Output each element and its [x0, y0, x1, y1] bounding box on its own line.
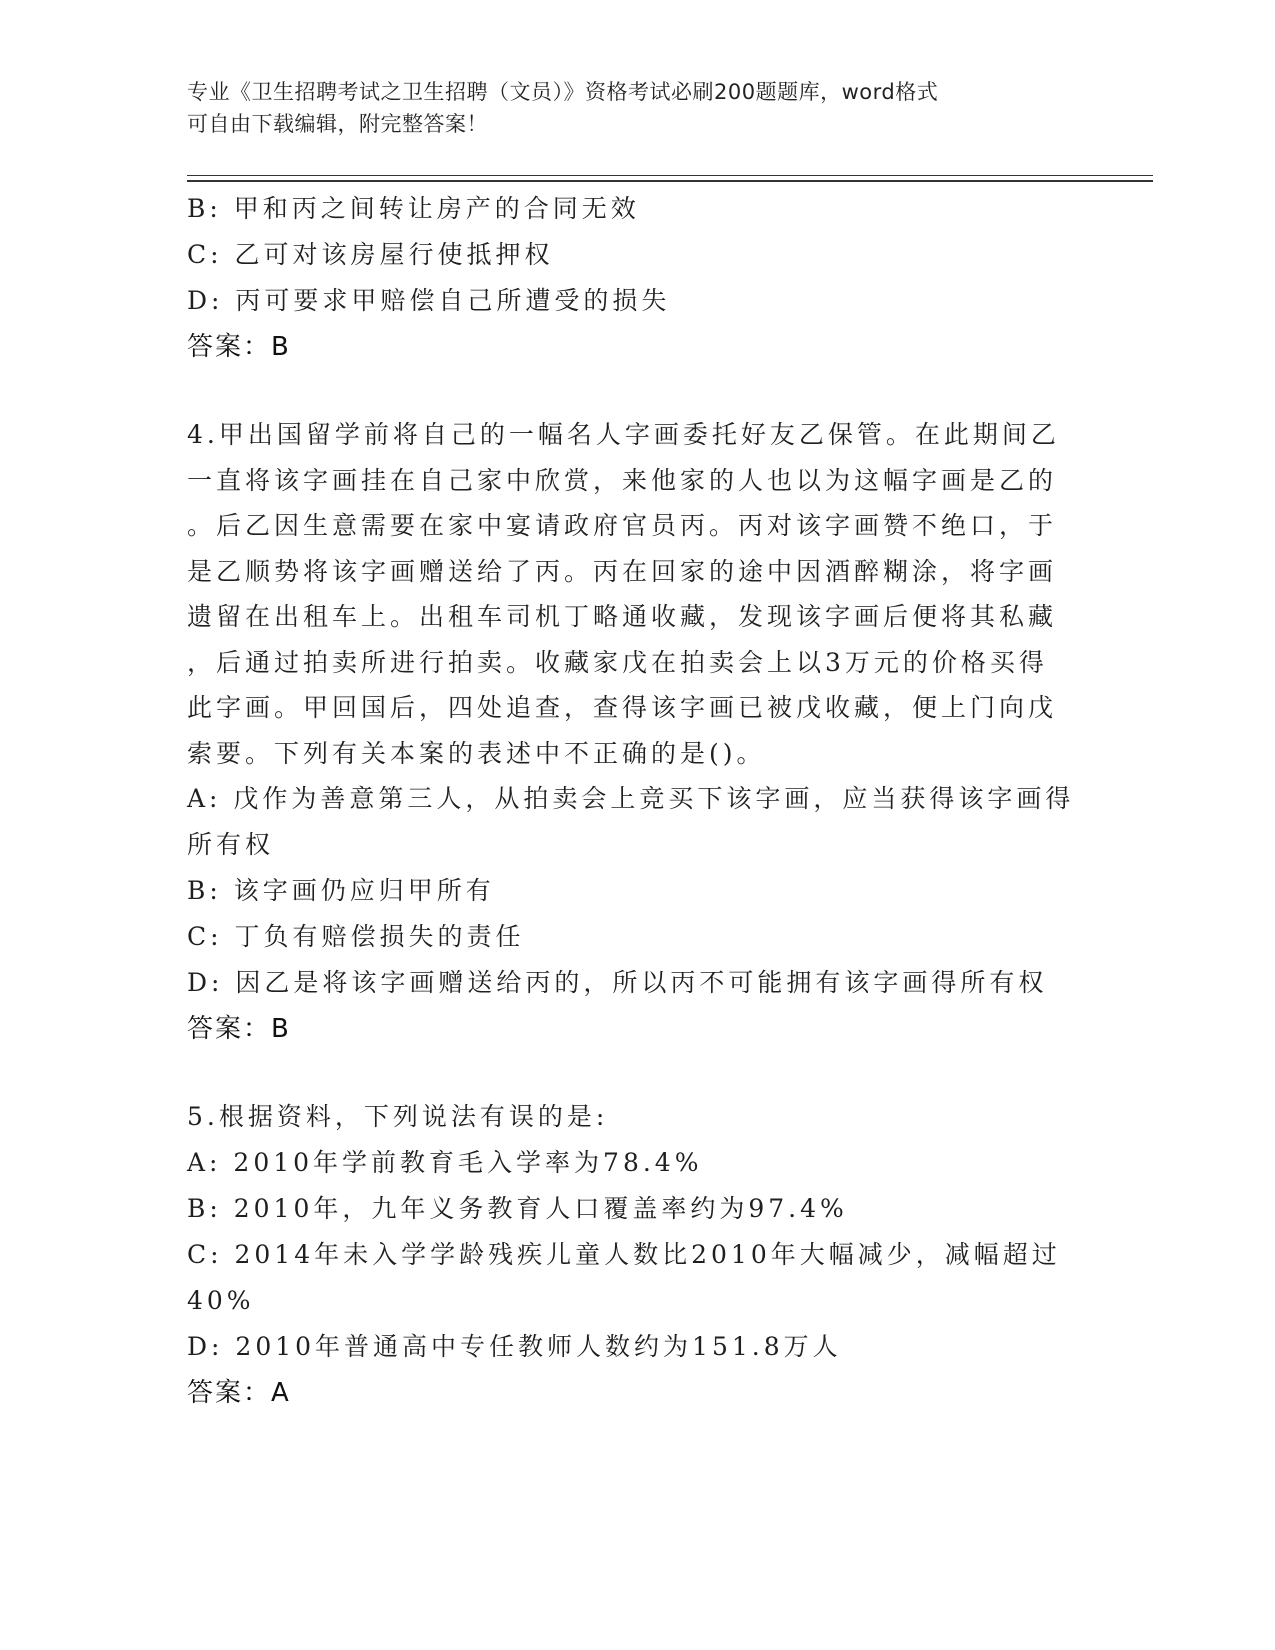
- q4-stem-line: ，后通过拍卖所进行拍卖。收藏家戊在拍卖会上以3万元的价格买得: [187, 647, 1048, 677]
- q4-option-a-line-2: 所有权: [187, 830, 275, 859]
- q4-answer: 答案：B: [187, 1014, 291, 1044]
- header-title-line-1: 专业《卫生招聘考试之卫生招聘（文员）》资格考试必刷200题题库，word格式: [187, 80, 939, 104]
- q5-option-c-line-1: C: 2014年未入学学龄残疾儿童人数比2010年大幅减少，减幅超过: [187, 1240, 1061, 1269]
- q5-option-c-line-2: 40%: [187, 1286, 255, 1315]
- q4-option-b: B: 该字画仍应归甲所有: [187, 876, 495, 905]
- q3-option-b: B: 甲和丙之间转让房产的合同无效: [187, 194, 640, 223]
- q4-stem-line: 遗留在出租车上。出租车司机丁略通收藏，发现该字画后便将其私藏: [187, 602, 1058, 631]
- q4-stem-line: 。后乙因生意需要在家中宴请政府官员丙。丙对该字画赞不绝口，于: [187, 511, 1058, 540]
- q4-option-d: D: 因乙是将该字画赠送给丙的，所以丙不可能拥有该字画得所有权: [187, 968, 1048, 997]
- question-3-continued: [187, 186, 1077, 370]
- q3-option-c: C: 乙可对该房屋行使抵押权: [187, 240, 554, 269]
- document-body: [187, 186, 1077, 1416]
- q4-stem-line: 是乙顺势将该字画赠送给了丙。丙在回家的途中因酒醉糊涂，将字画: [187, 556, 1058, 586]
- q4-stem-line: 一直将该字画挂在自己家中欣赏，来他家的人也以为这幅字画是乙的: [187, 465, 1058, 495]
- q4-option-c: C: 丁负有赔偿损失的责任: [187, 922, 525, 951]
- header-divider-thin: [187, 175, 1153, 176]
- q4-option-a-line-1: A: 戊作为善意第三人，从拍卖会上竞买下该字画，应当获得该字画得: [187, 784, 1075, 813]
- spacer: [187, 1052, 1077, 1094]
- question-4: [187, 412, 1077, 1052]
- q5-option-b: B: 2010年，九年义务教育人口覆盖率约为97.4%: [187, 1194, 848, 1223]
- header-divider-thick: [187, 180, 1153, 182]
- q3-option-d: D: 丙可要求甲赔偿自己所遭受的损失: [187, 286, 671, 315]
- q5-answer: 答案：A: [187, 1378, 291, 1408]
- q3-answer: 答案：B: [187, 332, 291, 362]
- question-5: [187, 1094, 1077, 1416]
- q4-stem-line: 索要。下列有关本案的表述中不正确的是()。: [187, 738, 766, 768]
- q5-option-d: D: 2010年普通高中专任教师人数约为151.8万人: [187, 1332, 842, 1361]
- q5-stem: 5.根据资料，下列说法有误的是:: [187, 1102, 609, 1131]
- header-title-line-2: 可自由下载编辑，附完整答案！: [187, 112, 488, 136]
- q4-stem-line: 此字画。甲回国后，四处追查，查得该字画已被戊收藏，便上门向戊: [187, 693, 1058, 722]
- document-header: [187, 76, 1067, 140]
- q5-option-a: A: 2010年学前教育毛入学率为78.4%: [187, 1148, 703, 1177]
- spacer: [187, 370, 1077, 412]
- q4-stem-line: 4.甲出国留学前将自己的一幅名人字画委托好友乙保管。在此期间乙: [187, 420, 1060, 449]
